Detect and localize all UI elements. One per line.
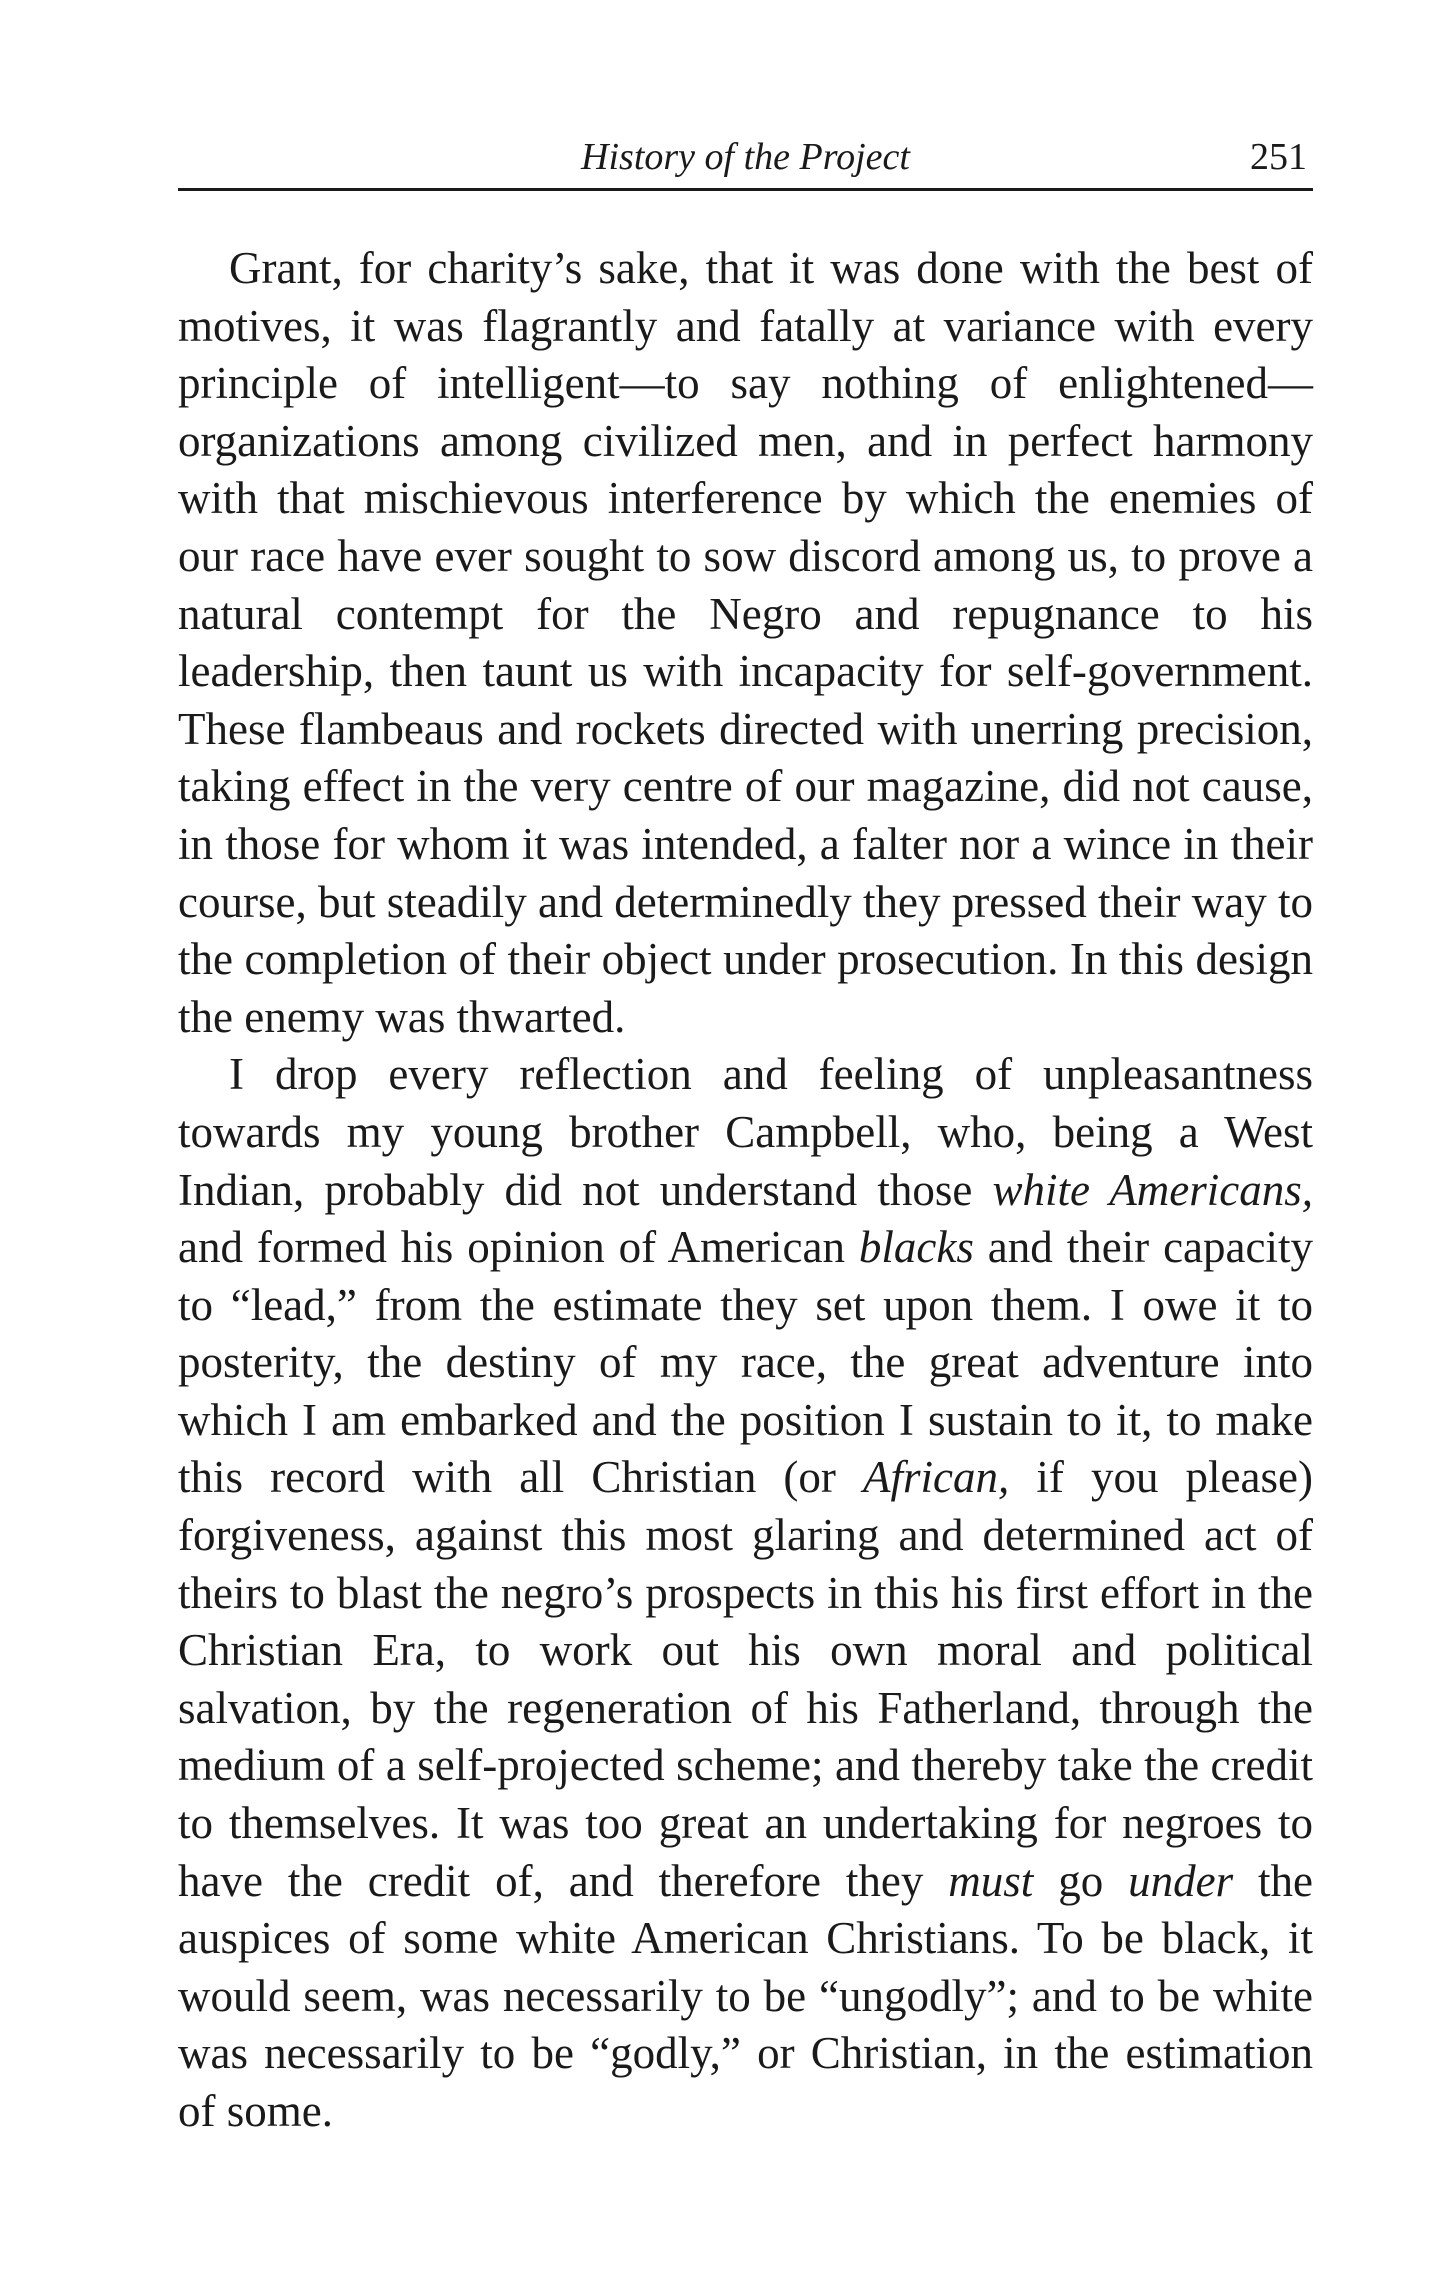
body-text bbox=[178, 240, 1313, 2141]
paragraph-2-text-d: if you please) forgiveness, against this most glaring and determined act of theirs to blast the negro’s prospects in this his first effort in the Christian Era, to work out his own moral and political salvation, by the regeneration of his Fatherland, through the medium of a self-projected scheme; and thereby take the credit to themselves. It was too great an undertaking for negroes to have the credit of, and therefore they bbox=[178, 1452, 1313, 1906]
paragraph-2 bbox=[178, 1046, 1313, 2140]
paragraph-2-text-f: the auspices of some white American Christians. To be black, it would seem, was necessarily to be “ungodly”; and to be white was necessarily to be “godly,” or Christian, in the estimation of some. bbox=[178, 1855, 1314, 2136]
italic-white-americans: white Americans, bbox=[992, 1164, 1313, 1215]
paragraph-1-text: Grant, for charity’s sake, that it was done with the best of motives, it was flagrantly and fatally at variance with every principle of intelligent—to say nothing of enlightened—organizations among civilized men, and in perfect harmony with that mischievous interference by which the enemies of our race have ever sought to sow discord among us, to prove a natural contempt for the Negro and repugnance to his leadership, then taunt us with incapacity for self-government. These flambeaus and rockets directed with unerring precision, taking effect in the very centre of our magazine, did not cause, in those for whom it was intended, a falter nor a wince in their course, but steadily and determinedly they pressed their way to the completion of their object under prosecution. In this design the enemy was thwarted. bbox=[178, 243, 1313, 1042]
italic-african: African, bbox=[863, 1452, 1010, 1503]
italic-under: under bbox=[1128, 1855, 1234, 1906]
paragraph-2-text-b: and formed his opinion of American bbox=[178, 1222, 859, 1273]
paragraph-2-text-a: I drop every reflection and feeling of unpleasantness towards my young brother Campbell, who, being a West Indian, probably did not understand those bbox=[178, 1049, 1313, 1215]
italic-blacks: blacks bbox=[858, 1222, 974, 1273]
paragraph-2-text-e: go bbox=[1033, 1855, 1129, 1906]
running-head bbox=[178, 128, 1313, 191]
italic-must: must bbox=[948, 1855, 1034, 1906]
page-number: 251 bbox=[1250, 136, 1307, 178]
paragraph-2-text-c: and their capacity to “lead,” from the estimate they set upon them. I owe it to posterity, the destiny of my race, the great adventure into which I am embarked and the position I sustain to it, to make this record with all Christian (or bbox=[178, 1222, 1313, 1503]
paragraph-1 bbox=[178, 240, 1313, 1046]
running-title: History of the Project bbox=[581, 136, 910, 178]
